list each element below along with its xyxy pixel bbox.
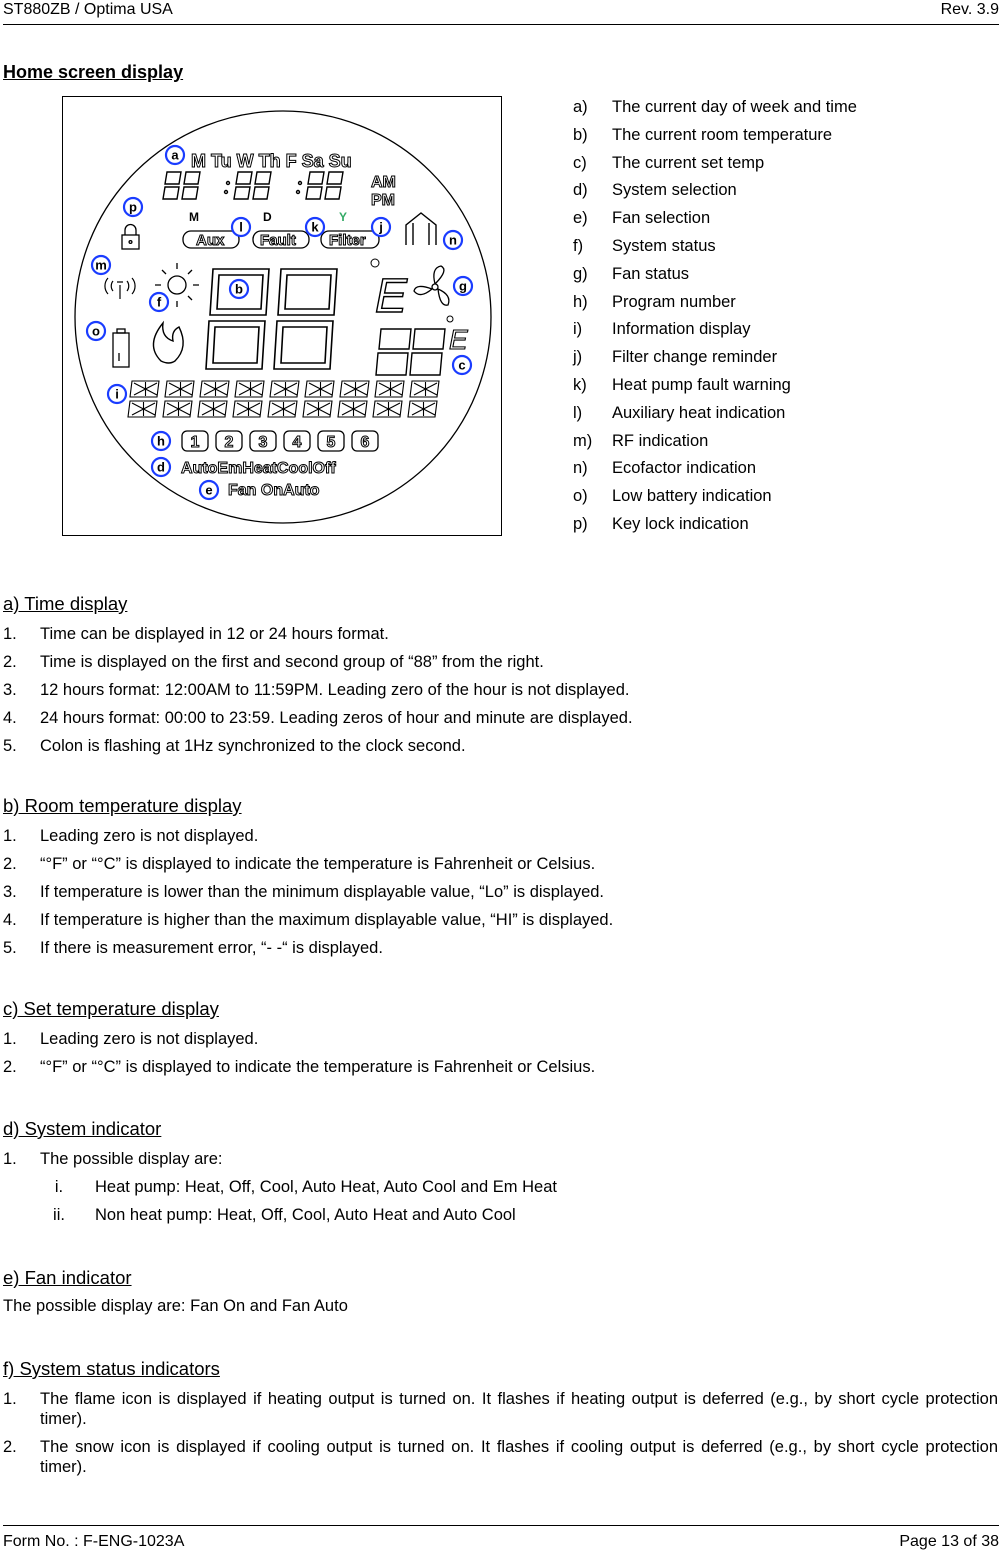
info-cell <box>163 401 192 417</box>
list-item: 1. Time can be displayed in 12 or 24 hours format. <box>3 625 389 643</box>
lcd-pm: PM <box>371 192 395 209</box>
sub-list-item: i. Heat pump: Heat, Off, Cool, Auto Heat, Auto Cool and Em Heat <box>54 1178 557 1196</box>
info-cell <box>268 401 297 417</box>
legend-item <box>573 318 993 346</box>
legend-key: g) <box>573 264 588 283</box>
set-temp-digits <box>376 329 445 375</box>
list-item: 3. If temperature is lower than the minimum displayable value, “Lo” is displayed. <box>3 883 605 901</box>
info-cell <box>408 401 437 417</box>
list-item: 2. The snow icon is displayed if cooling output is turned on. It flashes if cooling output is deferred (e.g., by short cycle protection timer). <box>3 1438 998 1476</box>
callout-letter: g <box>459 278 467 294</box>
callout-letter: d <box>157 459 165 475</box>
lock-icon <box>122 225 139 250</box>
info-display <box>128 381 439 417</box>
legend-item <box>573 346 993 374</box>
legend-text: Information display <box>612 320 751 339</box>
program-numbers <box>182 431 378 451</box>
lcd-modes: AutoEmHeatCoolOff <box>181 460 336 477</box>
lcd-diagram <box>63 97 501 535</box>
lcd-d: D <box>263 210 272 224</box>
callout-letter: b <box>235 281 243 297</box>
legend-list <box>573 96 993 541</box>
callout-labels <box>87 146 472 499</box>
legend-key: a) <box>573 98 588 116</box>
callout-letter: i <box>115 386 119 402</box>
program-number: 6 <box>360 434 370 451</box>
section-f <box>3 1357 998 1477</box>
lcd-fault: Fault <box>260 232 296 249</box>
legend-text: Fan selection <box>612 209 711 228</box>
legend-item <box>573 402 993 430</box>
program-number: 2 <box>224 434 234 451</box>
list-item: 1. Leading zero is not displayed. <box>3 827 259 845</box>
program-number: 3 <box>258 434 268 451</box>
list-item: 4. If temperature is higher than the maximum displayable value, “HI” is displayed. <box>3 911 614 929</box>
lcd-am: AM <box>371 174 396 191</box>
section-e <box>3 1266 998 1316</box>
callout-letter: l <box>239 219 243 235</box>
list-item: 3. 12 hours format: 12:00AM to 11:59PM. Leading zero of the hour is not displayed. <box>3 681 630 699</box>
list-item: 5. Colon is flashing at 1Hz synchronized to the clock second. <box>3 737 466 755</box>
list-item: 2. Time is displayed on the first and second group of “88” from the right. <box>3 653 544 671</box>
section-b-title: b) Room temperature display <box>3 795 242 816</box>
info-cell <box>130 381 159 397</box>
callout-letter: c <box>458 357 466 373</box>
legend-key: f) <box>573 236 584 255</box>
lcd-y: Y <box>339 210 348 224</box>
legend-item <box>573 207 993 235</box>
page-header <box>3 0 999 25</box>
legend-text: Key lock indication <box>612 514 749 533</box>
legend-item <box>573 124 993 152</box>
info-cell <box>303 401 332 417</box>
legend-text: Auxiliary heat indication <box>612 403 786 422</box>
legend-text: Ecofactor indication <box>612 459 756 478</box>
battery-icon <box>113 329 129 367</box>
info-cell <box>128 401 157 417</box>
lcd-unit-big: E <box>375 270 408 323</box>
legend-item <box>573 291 993 319</box>
legend-item <box>573 513 993 541</box>
section-d <box>3 1117 998 1225</box>
footer-form-no: Form No. : F-ENG-1023A <box>3 1533 185 1550</box>
legend-text: System selection <box>612 181 737 200</box>
callout-letter: j <box>379 219 383 235</box>
section-e-text: The possible display are: Fan On and Fan Auto <box>3 1297 348 1315</box>
degree-icon <box>371 259 379 267</box>
section-f-title: f) System status indicators <box>3 1358 220 1379</box>
program-number: 4 <box>292 434 302 451</box>
callout-letter: e <box>205 482 213 498</box>
flame-icon <box>153 323 183 363</box>
legend-item <box>573 485 993 513</box>
legend-key: i) <box>573 320 583 339</box>
ecofactor-icon <box>406 213 436 245</box>
legend-item <box>573 263 993 291</box>
legend-key: m) <box>573 431 593 450</box>
legend-item <box>573 235 993 263</box>
section-title: Home screen display <box>3 62 184 82</box>
header-doc-title: ST880ZB / Optima USA <box>3 1 173 18</box>
lcd-filter: Filter <box>329 232 366 249</box>
legend-key: c) <box>573 153 587 172</box>
legend-text: Heat pump fault warning <box>612 375 791 394</box>
legend-item <box>573 152 993 180</box>
legend-text: The current day of week and time <box>612 98 857 116</box>
program-number: 5 <box>326 434 336 451</box>
info-cell <box>200 381 229 397</box>
lcd-aux: Aux <box>196 232 225 249</box>
legend-text: System status <box>612 236 716 255</box>
legend-key: d) <box>573 181 588 200</box>
lcd-days: M Tu W Th F Sa Su <box>191 151 352 171</box>
callout-letter: a <box>171 147 179 163</box>
info-cell <box>270 381 299 397</box>
legend-key: p) <box>573 514 588 533</box>
callout-letter: f <box>156 294 162 310</box>
info-cell <box>340 381 369 397</box>
footer-page-no: Page 13 of 38 <box>899 1533 999 1550</box>
list-item: 4. 24 hours format: 00:00 to 23:59. Leading zeros of hour and minute are displayed. <box>3 709 633 727</box>
page-footer <box>3 1525 999 1554</box>
callout-letter: k <box>311 219 319 235</box>
legend-text: Low battery indication <box>612 487 772 506</box>
lcd-unit-small: E <box>449 324 468 355</box>
section-a-title: a) Time display <box>3 593 128 614</box>
info-cell <box>235 381 264 397</box>
legend-text: Program number <box>612 292 736 311</box>
legend-text: The current set temp <box>612 153 765 172</box>
legend-key: h) <box>573 292 588 311</box>
callout-letter: p <box>129 199 137 215</box>
header-revision: Rev. 3.9 <box>940 1 999 18</box>
info-cell <box>233 401 262 417</box>
legend-key: n) <box>573 459 588 478</box>
info-cell <box>198 401 227 417</box>
lcd-fan: Fan OnAuto <box>228 482 320 499</box>
legend-item <box>573 179 993 207</box>
section-c <box>3 997 998 1077</box>
fan-icon <box>414 266 449 305</box>
list-item: 2. “°F” or “°C” is displayed to indicate the temperature is Fahrenheit or Celsius. <box>3 1058 596 1076</box>
legend-key: j) <box>573 348 583 367</box>
info-cell <box>410 381 439 397</box>
lcd-time-digits <box>163 172 343 199</box>
callout-letter: m <box>95 257 107 273</box>
legend-text: The current room temperature <box>612 125 833 144</box>
info-cell <box>373 401 402 417</box>
program-number: 1 <box>190 434 200 451</box>
legend-item <box>573 457 993 485</box>
list-item: 5. If there is measurement error, “- -“ is displayed. <box>3 939 383 957</box>
legend-key: b) <box>573 125 588 144</box>
lcd-m: M <box>189 210 199 224</box>
info-cell <box>305 381 334 397</box>
legend-item <box>573 374 993 402</box>
legend-item <box>573 430 993 458</box>
set-degree-icon <box>447 316 453 322</box>
legend-key: k) <box>573 375 587 394</box>
room-temp-digits <box>206 269 337 369</box>
info-cell <box>165 381 194 397</box>
rf-icon <box>105 278 135 299</box>
section-e-title: e) Fan indicator <box>3 1267 132 1288</box>
info-cell <box>375 381 404 397</box>
list-item: 1. The possible display are: <box>3 1150 223 1168</box>
section-a <box>3 592 998 756</box>
legend-key: e) <box>573 209 588 228</box>
section-b <box>3 794 998 958</box>
list-item: 1. The flame icon is displayed if heating output is turned on. It flashes if heating output is deferred (e.g., by short cycle protection timer). <box>3 1390 998 1428</box>
callout-letter: o <box>92 323 100 339</box>
section-d-title: d) System indicator <box>3 1118 162 1139</box>
legend-key: l) <box>573 403 583 422</box>
legend-text: Fan status <box>612 264 690 283</box>
info-cell <box>338 401 367 417</box>
callout-letter: h <box>157 433 165 449</box>
legend-key: o) <box>573 487 588 506</box>
legend-text: Filter change reminder <box>612 348 778 367</box>
list-item: 2. “°F” or “°C” is displayed to indicate the temperature is Fahrenheit or Celsius. <box>3 855 596 873</box>
legend-text: RF indication <box>612 431 709 450</box>
sub-list-item: ii. Non heat pump: Heat, Off, Cool, Auto Heat and Auto Cool <box>53 1206 516 1224</box>
legend-item <box>573 96 993 124</box>
callout-letter: n <box>449 232 457 248</box>
lcd-figure <box>62 96 502 536</box>
section-c-title: c) Set temperature display <box>3 998 219 1019</box>
list-item: 1. Leading zero is not displayed. <box>3 1030 259 1048</box>
